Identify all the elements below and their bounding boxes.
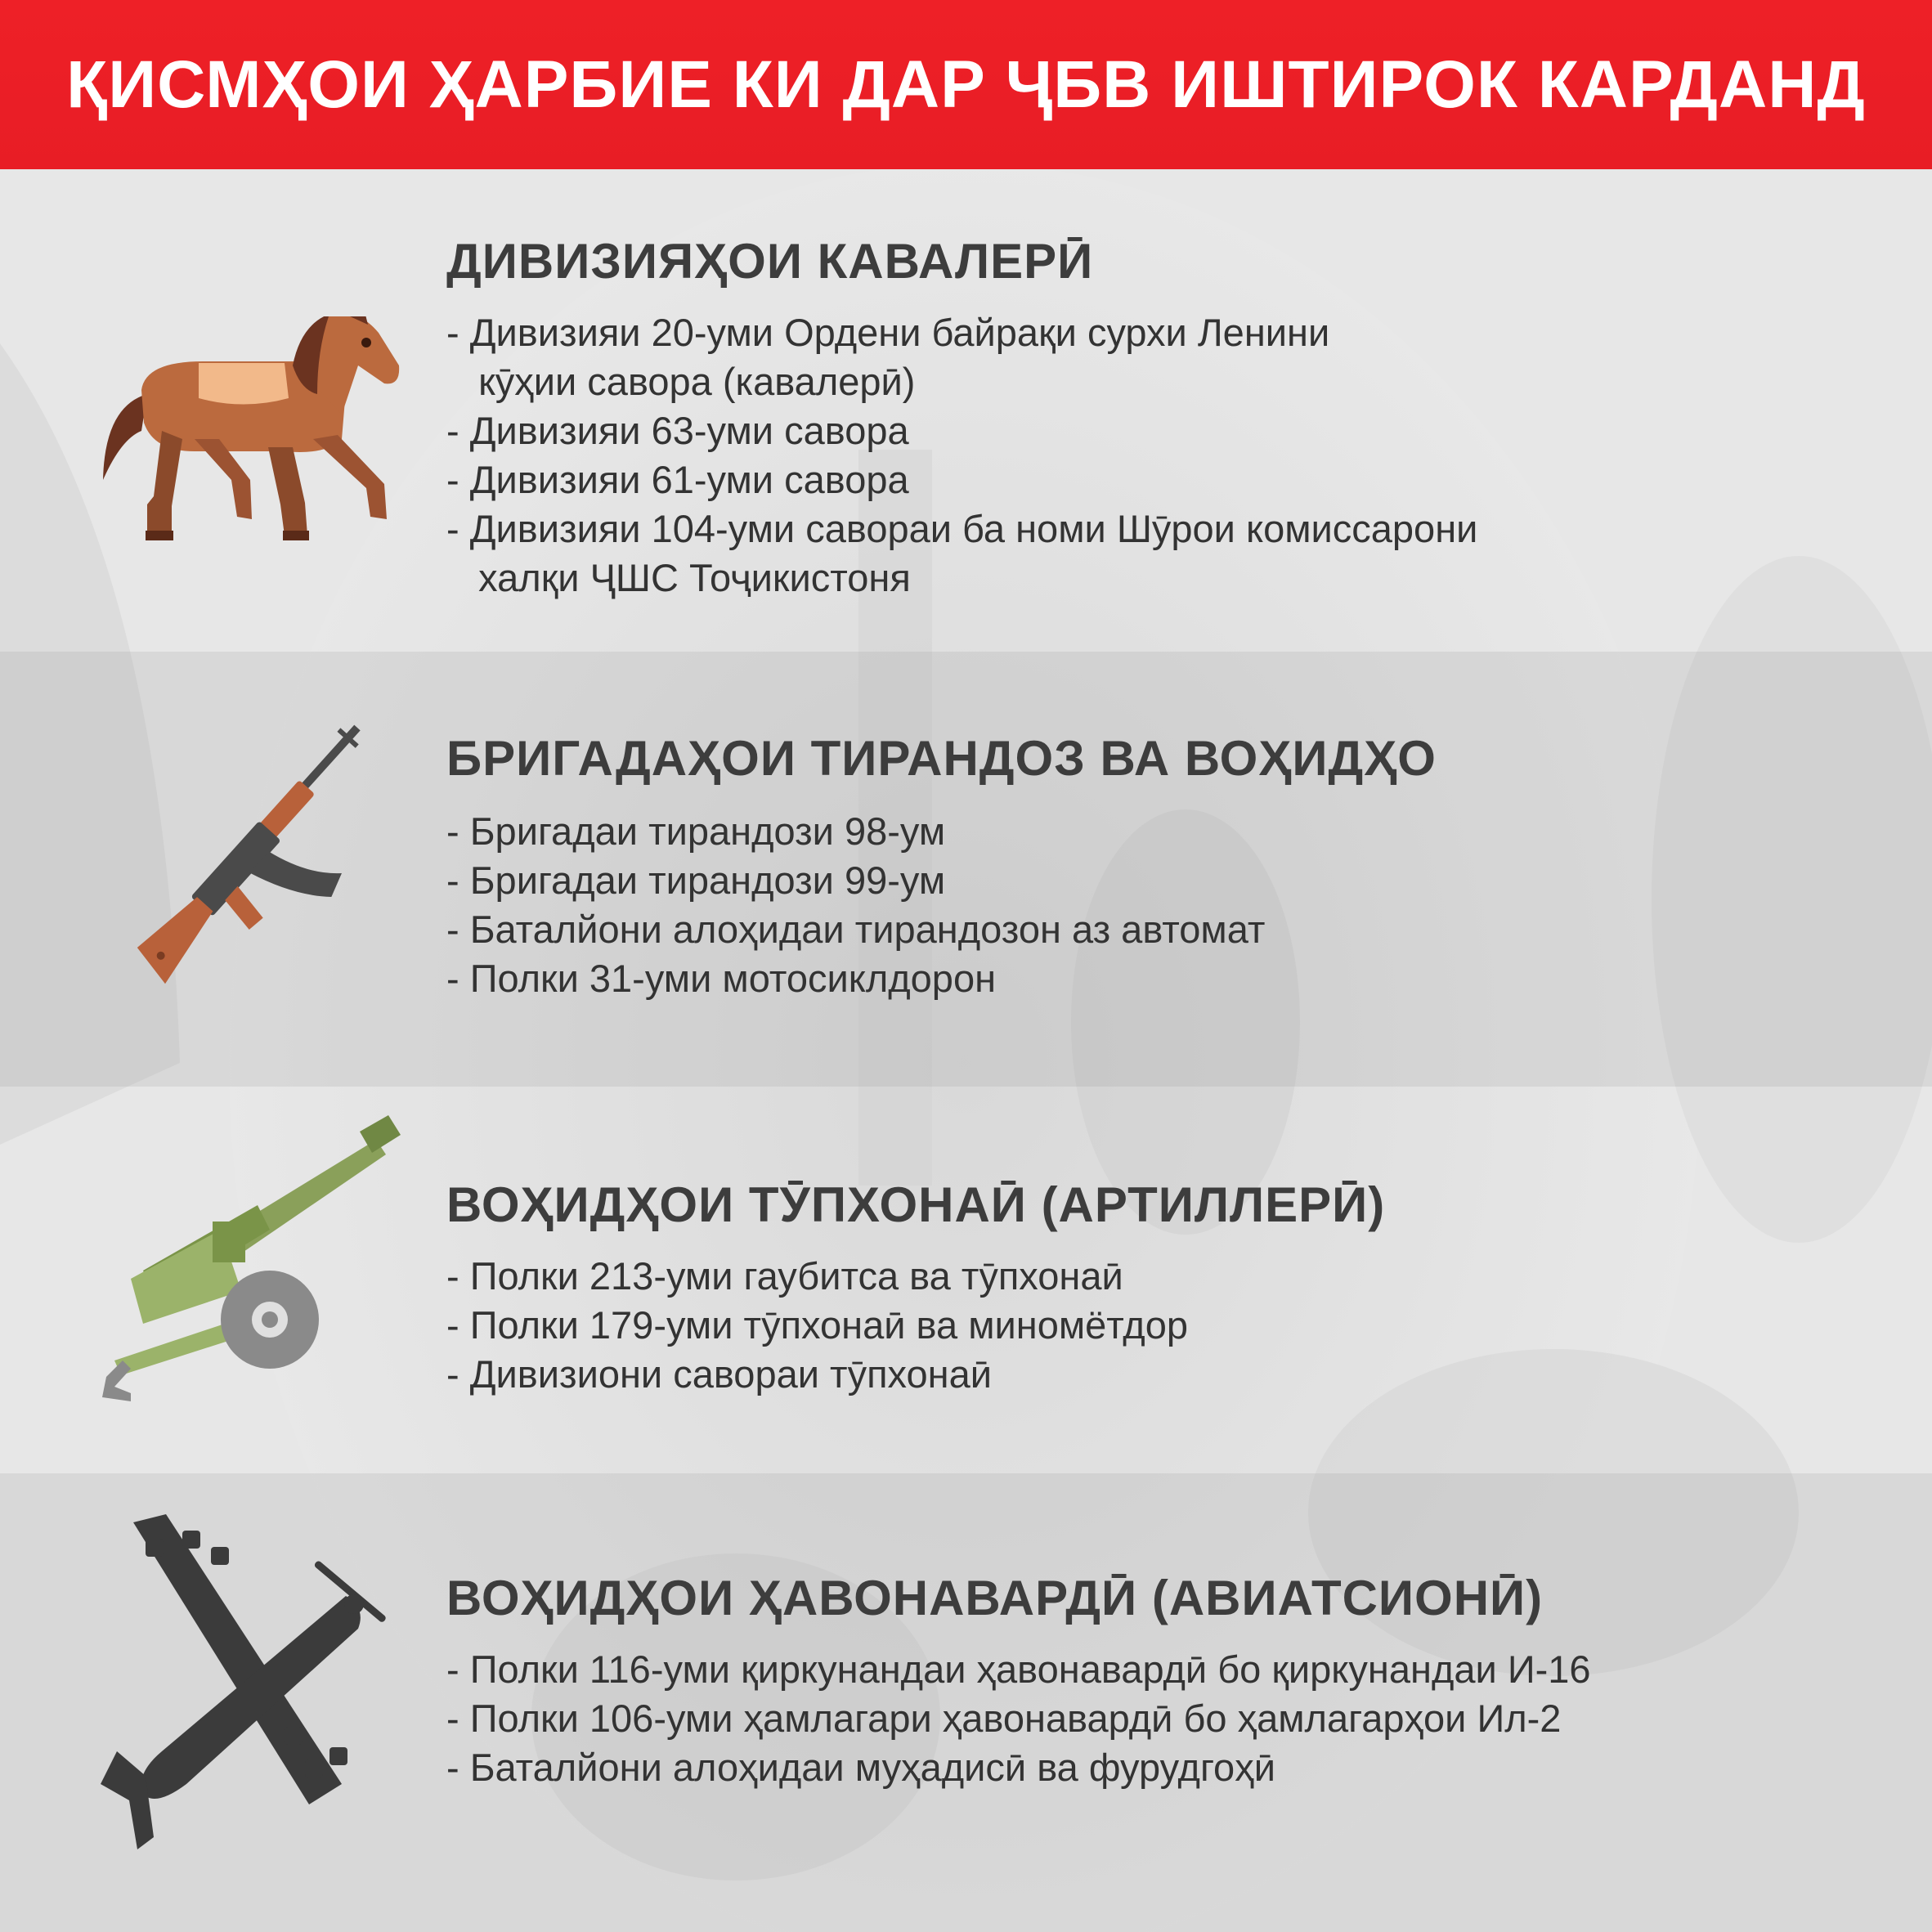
cannon-icon [98,1115,401,1418]
list-item: - Полки 31-уми мотосиклдорон [446,957,997,1000]
list-item: - Бригадаи тирандози 98-ум [446,809,946,853]
section-title: ВОҲИДҲОИ ТӮПХОНАӢ (АРТИЛЛЕРӢ) [446,1177,1386,1232]
list-item: - Бригадаи тирандози 99-ум [446,858,946,902]
horse-icon [96,316,407,562]
page-title: ҚИСМҲОИ ҲАРБИЕ КИ ДАР ҶБВ ИШТИРОК КАРДАНД [66,47,1866,122]
list-item: - Полки 116-уми қиркунандаи ҳавонавардӣ бо қиркунандаи И-16 [446,1647,1591,1691]
list-item: - Дивизияи 63-уми савора [446,409,909,452]
list-item: - Дивизиони савораи тӯпхонаӣ [446,1352,992,1396]
list-item: - Полки 179-уми тӯпхонаӣ ва миномётдор [446,1303,1188,1347]
unit-list [446,1252,1188,1399]
list-item: халқи ҶШС Тоҷикистоня [446,556,911,599]
list-item: - Баталйони алоҳидаи тирандозон аз автомат [446,908,1266,951]
airplane-icon [96,1514,407,1858]
unit-list [446,807,1265,1003]
section-rifle-brigades [0,652,1932,1087]
rifle-icon [96,684,424,1036]
list-item: - Полки 106-уми ҳамлагари ҳавонавардӣ бо ҳамлагарҳои Ил-2 [446,1697,1562,1740]
list-item: кӯҳии савора (кавалерӣ) [446,360,916,403]
section-cavalry [0,169,1932,652]
unit-list [446,308,1477,603]
list-item: - Полки 213-уми гаубитса ва тӯпхонаӣ [446,1254,1123,1298]
section-title: ДИВИЗИЯҲОИ КАВАЛЕРӢ [446,234,1094,289]
section-title: ВОҲИДҲОИ ҲАВОНАВАРДӢ (АВИАТСИОНӢ) [446,1571,1544,1625]
list-item: - Дивизияи 20-уми Ордени байрақи сурхи Ленини [446,311,1330,354]
section-aviation [0,1473,1932,1932]
page-header [0,0,1932,169]
list-item: - Дивизияи 61-уми савора [446,458,909,501]
unit-list [446,1645,1591,1792]
list-item: - Баталйони алоҳидаи муҳадисӣ ва фурудгоҳӣ [446,1746,1275,1789]
list-item: - Дивизияи 104-уми савораи ба номи Шӯрои комиссарони [446,507,1478,550]
section-artillery [0,1087,1932,1473]
section-title: БРИГАДАҲОИ ТИРАНДОЗ ВА ВОҲИДҲО [446,731,1437,786]
